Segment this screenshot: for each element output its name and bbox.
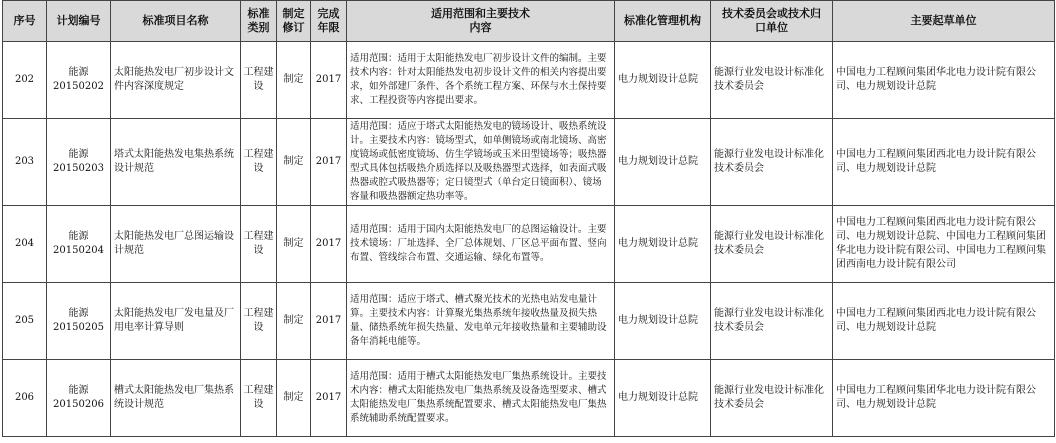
cell-category: 工程建设	[241, 360, 277, 437]
cell-scope: 适用范围：适应于塔式太阳能热发电的镜场设计、吸热系统设计。主要技术内容：镜场型式，如单侧镜场或南北镜场、高密度镜场或低密度镜场、仿生学镜场或玉米田型镜场等；吸热器型式具体包括吸热介质选择以及吸热器型式选择，如表面式吸热器或腔式吸热器等；定日镜型式（单台定日镜面积）、镜场容量和吸热器额定热功率等。	[347, 119, 615, 206]
cell-year: 2017	[311, 283, 347, 360]
cell-category: 工程建设	[241, 206, 277, 283]
cell-category: 工程建设	[241, 42, 277, 119]
header-plan-no: 计划编号	[47, 1, 111, 42]
plan-code: 20150203	[53, 163, 104, 174]
cell-scope: 适用范围：适用于国内太阳能热发电厂的总图运输设计。主要技术镜场：厂址选择、全厂总体规划、厂区总平面布置、竖向布置、管线综合布置、交通运输、绿化布置等。	[347, 206, 615, 283]
cell-name: 塔式太阳能热发电集热系统设计规范	[111, 119, 241, 206]
cell-seq: 202	[3, 42, 47, 119]
cell-scope: 适用范围：适用于太阳能热发电厂初步设计文件的编制。主要技术内容：针对太阳能热发电初步设计文件的相关内容提出要求，如外部建厂条件、各个系统工程方案、环保与水土保持要求、工程投资等内容提出要求。	[347, 42, 615, 119]
plan-prefix: 能源	[68, 385, 89, 396]
cell-category: 工程建设	[241, 283, 277, 360]
cell-drafter: 中国电力工程顾问集团西北电力设计院有限公司、电力规划设计总院、中国电力工程顾问集团华北电力设计院有限公司、中国电力工程顾问集团西南电力设计院有限公司	[833, 206, 1055, 283]
table-row	[3, 360, 1055, 437]
header-scope: 适用范围和主要技术内容	[347, 1, 615, 42]
cell-mgmt: 电力规划设计总院	[615, 42, 711, 119]
table-row	[3, 119, 1055, 206]
standards-table	[2, 0, 1055, 437]
cell-committee: 能源行业发电设计标准化技术委员会	[711, 119, 833, 206]
cell-scope: 适用范围：适应于塔式、槽式聚光技术的光热电站发电量计算。主要技术内容：计算聚光集热系统年接收热量及损失热量、储热系统年损失热量、发电单元年接收热量和主要辅助设备年消耗电能等。	[347, 283, 615, 360]
table-row	[3, 206, 1055, 283]
cell-revision: 制定	[277, 206, 311, 283]
cell-committee: 能源行业发电设计标准化技术委员会	[711, 206, 833, 283]
cell-revision: 制定	[277, 360, 311, 437]
cell-name: 太阳能热发电厂初步设计文件内容深度规定	[111, 42, 241, 119]
plan-prefix: 能源	[68, 308, 89, 319]
cell-committee: 能源行业发电设计标准化技术委员会	[711, 42, 833, 119]
cell-seq: 206	[3, 360, 47, 437]
cell-committee: 能源行业发电设计标准化技术委员会	[711, 360, 833, 437]
cell-seq: 203	[3, 119, 47, 206]
cell-seq: 205	[3, 283, 47, 360]
cell-mgmt: 电力规划设计总院	[615, 119, 711, 206]
cell-plan-no	[47, 360, 111, 437]
cell-mgmt: 电力规划设计总院	[615, 206, 711, 283]
cell-seq: 204	[3, 206, 47, 283]
table-row	[3, 283, 1055, 360]
plan-prefix: 能源	[68, 149, 89, 160]
cell-drafter: 中国电力工程顾问集团华北电力设计院有限公司、电力规划设计总院	[833, 360, 1055, 437]
table-row	[3, 42, 1055, 119]
cell-revision: 制定	[277, 119, 311, 206]
cell-revision: 制定	[277, 283, 311, 360]
cell-year: 2017	[311, 360, 347, 437]
plan-code: 20150206	[53, 399, 104, 410]
cell-scope: 适用范围：适用于槽式太阳能热发电厂集热系统设计。主要技术内容：槽式太阳能热发电厂集热系统及设备选型要求、槽式太阳能热发电厂集热系统配置要求、槽式太阳能热发电厂集热系统辅助系统配置要求。	[347, 360, 615, 437]
cell-drafter: 中国电力工程顾问集团华北电力设计院有限公司、电力规划设计总院	[833, 42, 1055, 119]
cell-name: 槽式太阳能热发电厂集热系统设计规范	[111, 360, 241, 437]
header-name: 标准项目名称	[111, 1, 241, 42]
cell-mgmt: 电力规划设计总院	[615, 283, 711, 360]
cell-revision: 制定	[277, 42, 311, 119]
plan-prefix: 能源	[68, 67, 89, 78]
cell-name: 太阳能热发电厂发电量及厂用电率计算导则	[111, 283, 241, 360]
header-mgmt: 标准化管理机构	[615, 1, 711, 42]
cell-plan-no	[47, 283, 111, 360]
cell-year: 2017	[311, 42, 347, 119]
header-drafter: 主要起草单位	[833, 1, 1055, 42]
header-row	[3, 1, 1055, 42]
plan-code: 20150205	[53, 322, 104, 333]
cell-year: 2017	[311, 119, 347, 206]
header-category: 标准类别	[241, 1, 277, 42]
cell-mgmt: 电力规划设计总院	[615, 360, 711, 437]
cell-committee: 能源行业发电设计标准化技术委员会	[711, 283, 833, 360]
cell-year: 2017	[311, 206, 347, 283]
cell-plan-no	[47, 119, 111, 206]
cell-name: 太阳能热发电厂总图运输设计规范	[111, 206, 241, 283]
header-committee: 技术委员会或技术归口单位	[711, 1, 833, 42]
cell-drafter: 中国电力工程顾问集团西北电力设计院有限公司、电力规划设计总院	[833, 119, 1055, 206]
plan-code: 20150204	[53, 245, 104, 256]
cell-drafter: 中国电力工程顾问集团西北电力设计院有限公司、电力规划设计总院	[833, 283, 1055, 360]
plan-prefix: 能源	[68, 231, 89, 242]
header-revision: 制定修订	[277, 1, 311, 42]
cell-category: 工程建设	[241, 119, 277, 206]
header-year: 完成年限	[311, 1, 347, 42]
header-seq: 序号	[3, 1, 47, 42]
plan-code: 20150202	[53, 81, 104, 92]
cell-plan-no	[47, 42, 111, 119]
cell-plan-no	[47, 206, 111, 283]
